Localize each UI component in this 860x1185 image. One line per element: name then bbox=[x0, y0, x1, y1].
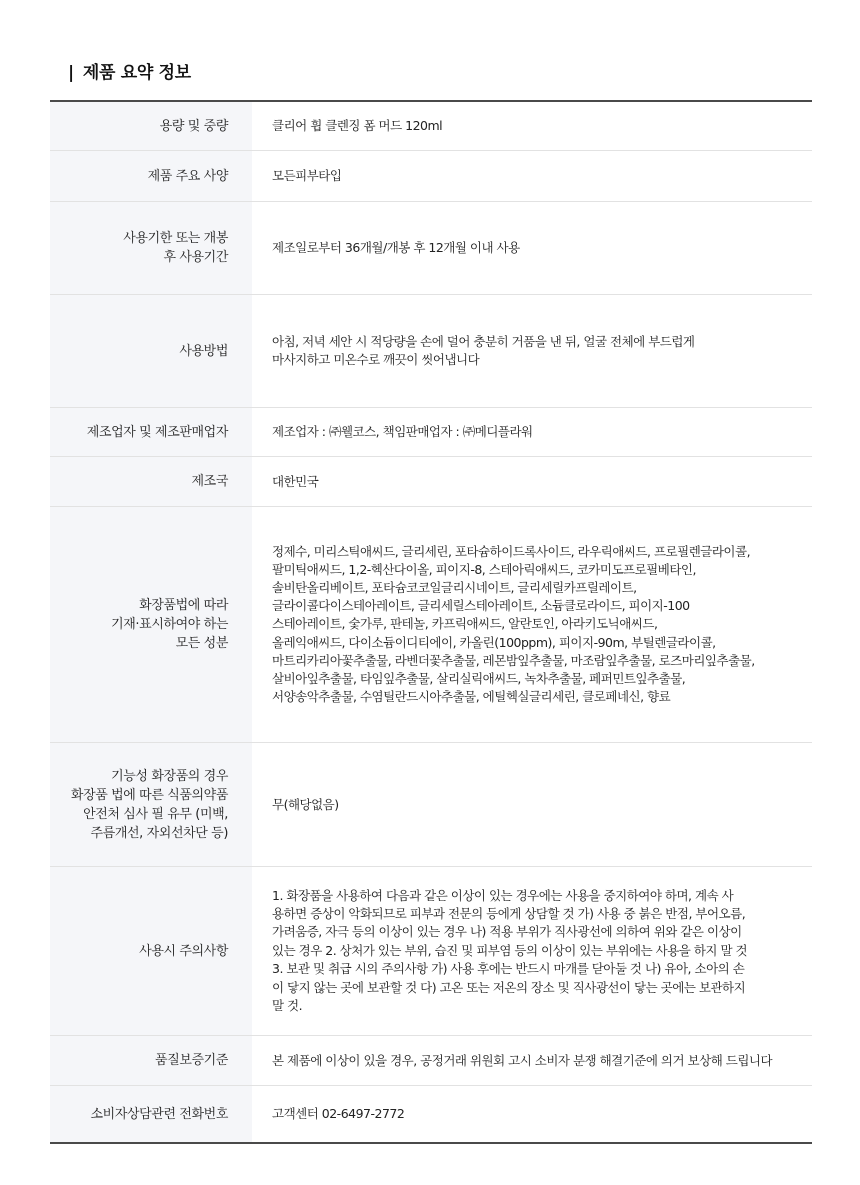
row-value: 아침, 저녁 세안 시 적당량을 손에 덜어 충분히 거품을 낸 뒤, 얼굴 전체에 부드럽게 마사지하고 미온수로 깨끗이 씻어냅니다 bbox=[272, 334, 695, 367]
table-row-country bbox=[50, 457, 812, 507]
table-row-contact bbox=[50, 1086, 812, 1142]
row-value: 클리어 휩 클렌징 폼 머드 120ml bbox=[272, 118, 443, 133]
row-value: 제조일로부터 36개월/개봉 후 12개월 이내 사용 bbox=[272, 240, 520, 255]
table-row-expiry bbox=[50, 202, 812, 295]
row-value: 제조업자 : ㈜웰코스, 책임판매업자 : ㈜메디플라워 bbox=[272, 424, 533, 439]
table-row-manufacturer bbox=[50, 408, 812, 457]
row-label: 제조국 bbox=[50, 457, 252, 506]
row-label: 용량 및 중량 bbox=[50, 102, 252, 150]
table-row-ingredients bbox=[50, 507, 812, 743]
row-value: 대한민국 bbox=[272, 473, 319, 489]
product-info-table bbox=[50, 100, 812, 1144]
row-value: 고객센터 02-6497-2772 bbox=[272, 1106, 405, 1121]
row-label: 품질보증기준 bbox=[50, 1036, 252, 1085]
table-row-usage bbox=[50, 295, 812, 408]
table-row-caution bbox=[50, 867, 812, 1036]
section-title bbox=[68, 58, 191, 83]
row-value: 무(해당없음) bbox=[272, 796, 339, 812]
row-value: 1. 화장품을 사용하여 다음과 같은 이상이 있는 경우에는 사용을 중지하여야 하며, 계속 사 용하면 증상이 악화되므로 피부과 전문의 등에게 상담할 것 가) 사용 중 붉은 반점, 부어오름, 가려움증, 자극 등의 이상이 있는 경우 나) 적용 부위가 직사광선에 의하여 위와 같은 이상이 있는 경우 2. 상처가 있는 부위, 습진 및 피부염 등의 이상이 있는 부위에는 사용을 하지 말 것 3. 보관 및 취급 시의 주의사항 가) 사용 후에는 반드시 마개를 닫아둘 것 나) 유아, 소아의 손 이 닿지 않는 곳에 보관할 것 다) 고온 또는 저온의 장소 및 직사광선이 닿는 곳에는 보관하지 말 것. bbox=[272, 887, 748, 1014]
row-label: 사용시 주의사항 bbox=[50, 867, 252, 1035]
row-label: 기능성 화장품의 경우 화장품 법에 따른 식품의약품 안전처 심사 필 유무 (미백, 주름개선, 자외선차단 등) bbox=[50, 743, 252, 866]
row-label: 사용방법 bbox=[50, 295, 252, 407]
section-title-text: 제품 요약 정보 bbox=[82, 63, 191, 83]
table-row-functional bbox=[50, 743, 812, 867]
row-value: 본 제품에 이상이 있을 경우, 공정거래 위원회 고시 소비자 분쟁 해결기준에 의거 보상해 드립니다 bbox=[272, 1052, 773, 1068]
row-label: 사용기한 또는 개봉 후 사용기간 bbox=[50, 202, 252, 294]
table-row-quality bbox=[50, 1036, 812, 1086]
table-row-capacity bbox=[50, 102, 812, 151]
row-label: 제품 주요 사양 bbox=[50, 151, 252, 201]
row-value: 정제수, 미리스틱애씨드, 글리세린, 포타슘하이드록사이드, 라우릭애씨드, 프로필렌글라이콜, 팔미틱애씨드, 1,2-헥산다이올, 피이지-8, 스테아릭애씨드, 코카미도프로필베타인, 솔비탄올리베이트, 포타슘코코일글리시네이트, 글리세릴카프릴레이트, 글라이콜다이스테아레이트, 글리세릴스테아레이트, 소듐클로라이드, 피이지-100 스테아레이트, 숯가루, 판테놀, 카프릭애씨드, 알란토인, 아라키도닉애씨드, 올레익애씨드, 다이소듐이디티에이, 카올린(100ppm), 피이지-90m, 부틸렌글라이콜, 마트리카리아꽃추출물, 라벤더꽃추출물, 레몬밤잎추출물, 마조람잎추출물, 로즈마리잎추출물, 살비아잎추출물, 타임잎추출물, 살리실릭애씨드, 녹차추출물, 페퍼민트잎추출물, 서양송악추출물, 수염틸란드시아추출물, 에틸헥실글리세린, 클로페네신, 향료 bbox=[272, 543, 755, 705]
row-label: 소비자상담관련 전화번호 bbox=[50, 1086, 252, 1142]
table-row-spec bbox=[50, 151, 812, 202]
title-bar-icon: | bbox=[68, 63, 74, 83]
row-label: 화장품법에 따라 기재·표시하여야 하는 모든 성분 bbox=[50, 507, 252, 742]
row-label: 제조업자 및 제조판매업자 bbox=[50, 408, 252, 456]
row-value: 모든피부타입 bbox=[272, 168, 342, 183]
